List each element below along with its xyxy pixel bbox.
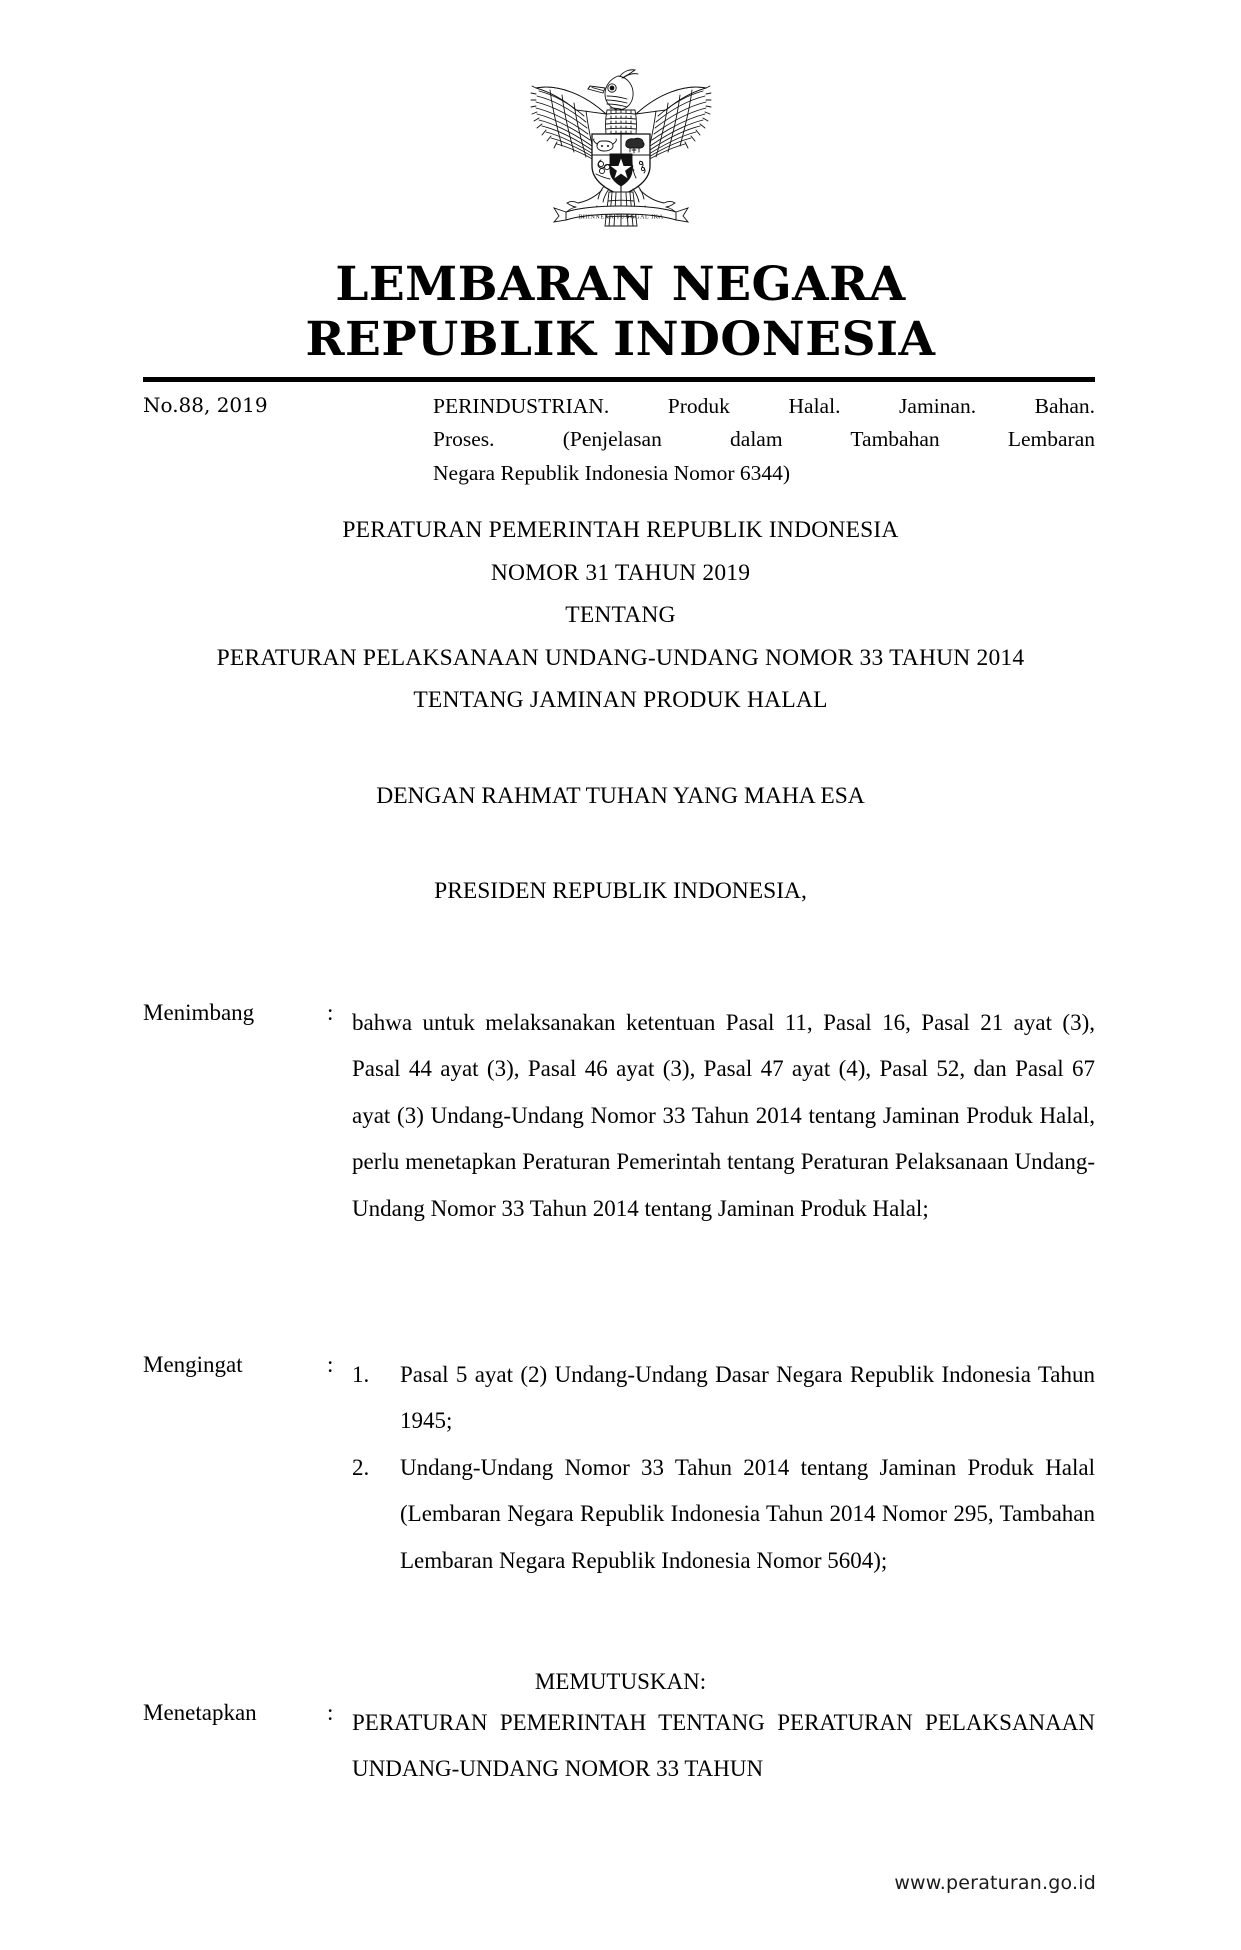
mengingat-item: [352, 1352, 1095, 1445]
menimbang-content: [352, 1000, 1095, 1232]
page-footer-source: www.peraturan.go.id: [894, 1872, 1096, 1894]
garuda-emblem-svg: [506, 62, 736, 227]
gazette-subject-line-2: Proses. (Penjelasan dalam Tambahan Lembaran: [433, 427, 1095, 452]
masthead-title: [0, 258, 1241, 367]
mengingat-item-text: Undang-Undang Nomor 33 Tahun 2014 tentang Jaminan Produk Halal (Lembaran Negara Republik Indonesia Tahun 2014 Nomor 295, Tambahan Lembaran Negara Republik Indonesia Nomor 5604);: [400, 1454, 1095, 1573]
clause-mengingat: [143, 1352, 1095, 1584]
gazette-subject-line-3: Negara Republik Indonesia Nomor 6344): [433, 460, 791, 485]
menimbang-paragraph: bahwa untuk melaksanakan ketentuan Pasal 11, Pasal 16, Pasal 21 ayat (3), Pasal 44 ayat (3), Pasal 46 ayat (3), Pasal 47 ayat (4), Pasal 52, dan Pasal 67 ayat (3) Undang-Undang Nomor 33 Tahun 2014 tentang Jaminan Produk Halal, perlu menetapkan Peraturan Pemerintah tentang Peraturan Pelaksanaan Undang-Undang Nomor 33 Tahun 2014 tentang Jaminan Produk Halal;: [352, 1010, 1095, 1221]
mengingat-label: Mengingat: [143, 1352, 243, 1377]
blessing-line: DENGAN RAHMAT TUHAN YANG MAHA ESA: [376, 783, 865, 809]
gazette-subject: [433, 390, 1095, 490]
mengingat-item-marker: 2.: [352, 1454, 370, 1480]
mengingat-content: [352, 1352, 1095, 1584]
mengingat-colon: :: [327, 1352, 334, 1377]
authority-line: PRESIDEN REPUBLIK INDONESIA,: [434, 877, 807, 904]
clause-menimbang: [143, 1000, 1095, 1232]
regulation-title-block: [0, 519, 1241, 713]
menetapkan-colon: :: [327, 1700, 334, 1725]
emblem-motto-text: BHINNEKA TUNGGAL IKA: [577, 214, 664, 221]
gazette-citation: [143, 390, 1095, 490]
mengingat-item-text: Pasal 5 ayat (2) Undang-Undang Dasar Negara Republik Indonesia Tahun 1945;: [400, 1362, 1095, 1434]
gazette-subject-line-1: PERINDUSTRIAN. Produk Halal. Jaminan. Bahan.: [433, 394, 1095, 418]
title-line-5: TENTANG JAMINAN PRODUK HALAL: [413, 687, 828, 713]
masthead-line-1: LEMBARAN NEGARA: [335, 257, 906, 312]
opening-formula-block: [0, 785, 1241, 903]
menetapkan-label: Menetapkan: [143, 1700, 257, 1725]
mengingat-item-marker: 1.: [352, 1362, 370, 1387]
menimbang-colon: :: [327, 1000, 334, 1025]
mengingat-item: [352, 1445, 1095, 1584]
masthead-line-2: REPUBLIK INDONESIA: [305, 311, 936, 367]
memutuskan-heading: MEMUTUSKAN:: [534, 1669, 707, 1694]
title-line-3: TENTANG: [565, 602, 676, 628]
menetapkan-content: [352, 1700, 1095, 1793]
gazette-number: No.88, 2019: [143, 393, 268, 417]
title-line-4: PERATURAN PELAKSANAAN UNDANG-UNDANG NOMOR 33 TAHUN 2014: [216, 644, 1025, 671]
menetapkan-paragraph: PERATURAN PEMERINTAH TENTANG PERATURAN PELAKSANAAN UNDANG-UNDANG NOMOR 33 TAHUN: [352, 1710, 1095, 1782]
masthead-divider: [143, 377, 1095, 382]
garuda-pancasila-emblem: [0, 62, 1241, 232]
title-line-2: NOMOR 31 TAHUN 2019: [490, 559, 751, 586]
clause-menetapkan: [143, 1700, 1095, 1793]
menimbang-label: Menimbang: [143, 1000, 255, 1025]
title-line-1: PERATURAN PEMERINTAH REPUBLIK INDONESIA: [342, 517, 899, 543]
